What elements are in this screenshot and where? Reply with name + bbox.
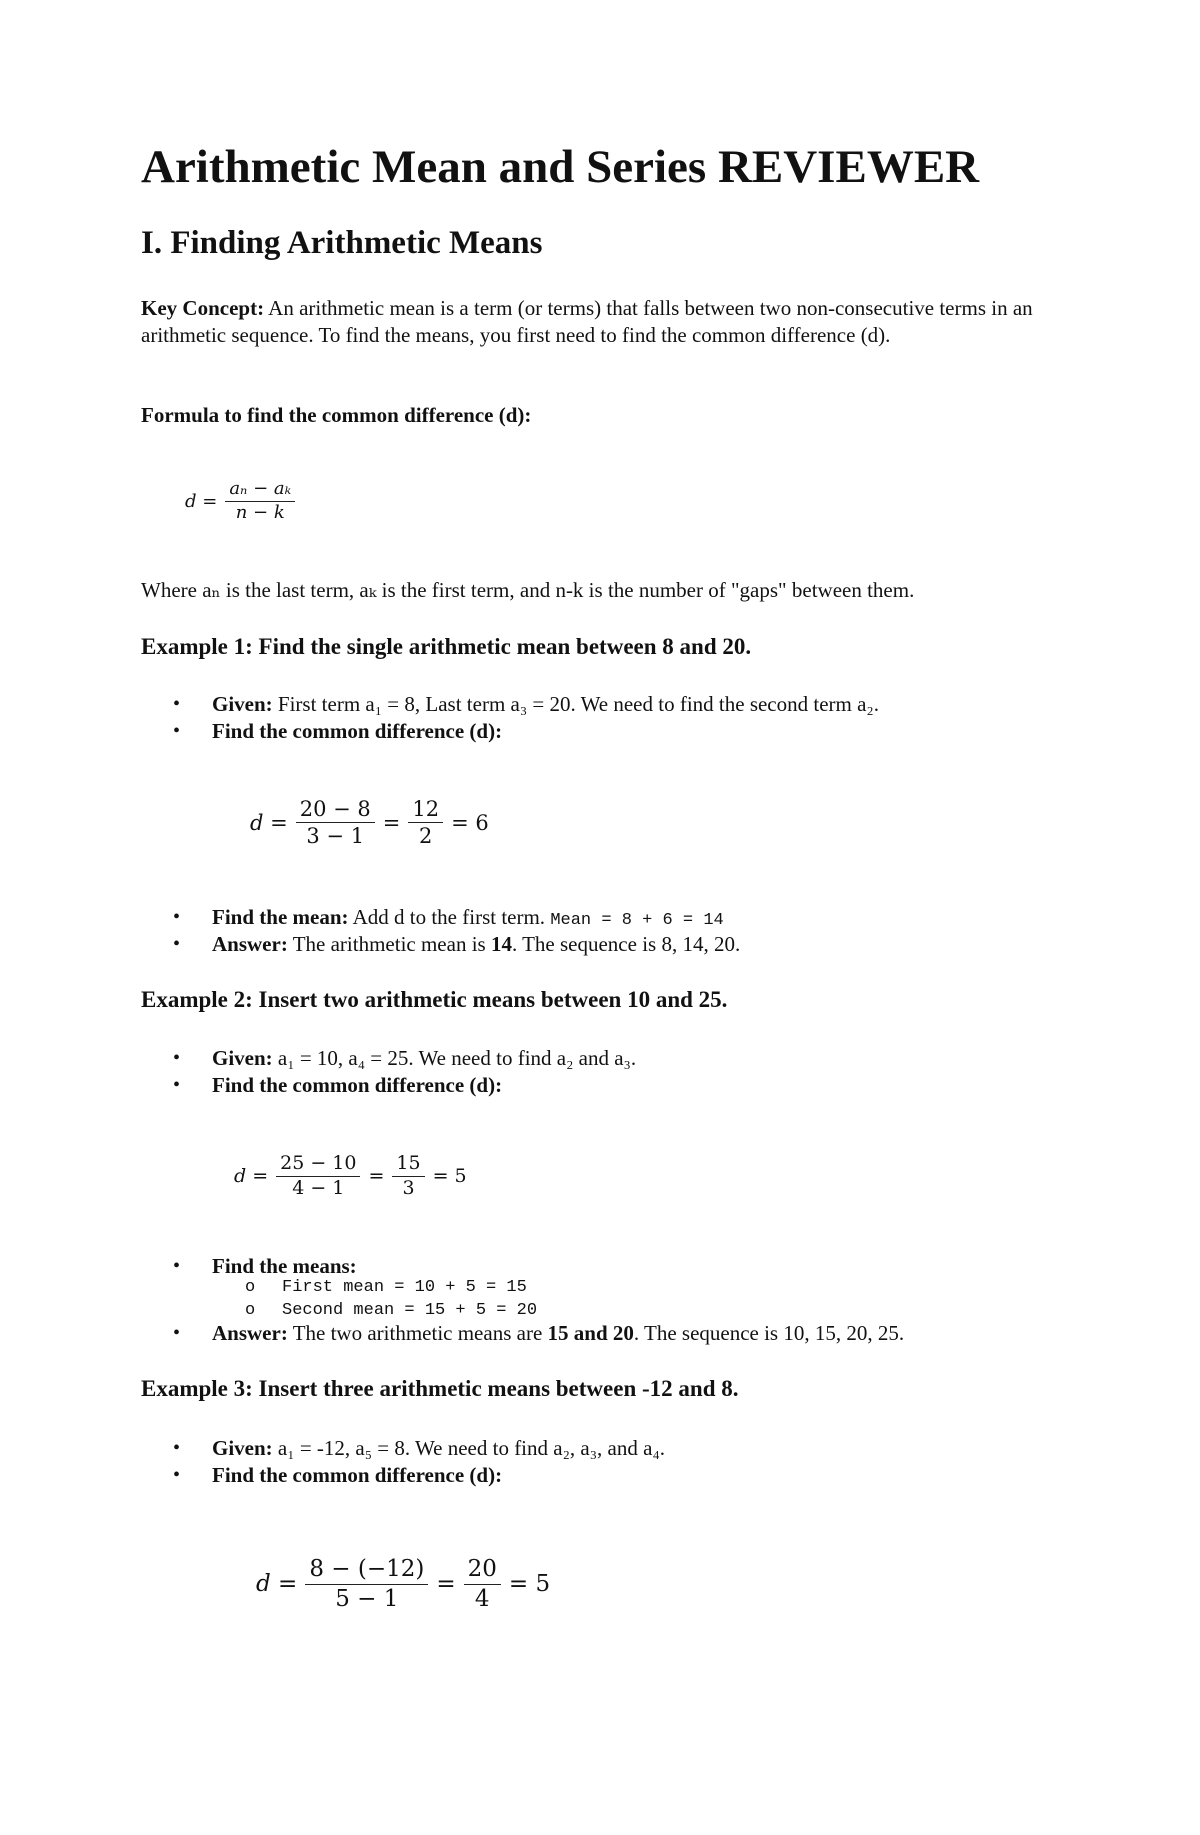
given-label: Given:: [212, 1436, 273, 1460]
bullet-icon: •: [173, 1255, 181, 1277]
bullet-icon: •: [173, 906, 181, 928]
example-3-find-d: [212, 1463, 502, 1488]
example-1-find-d: [212, 719, 502, 744]
example-2-find-d: [212, 1073, 502, 1098]
bullet-icon: •: [173, 1074, 181, 1096]
eq-result: = 5: [508, 1571, 551, 1598]
eq-numerator-2: 20: [464, 1555, 501, 1585]
example-2-heading: Example 2: Insert two arithmetic means between 10 and 25.: [141, 987, 728, 1012]
example-3-heading: Example 3: Insert three arithmetic means between -12 and 8.: [141, 1376, 739, 1401]
eq-fraction-2: [392, 1152, 424, 1201]
eq-denominator-2: 3: [402, 1176, 415, 1199]
given-text: a₁ = 10, a₄ = 25. We need to find a₂ and a₃.: [272, 1046, 637, 1070]
find-d-label: Find the common difference (d):: [212, 1463, 503, 1487]
mean-text: Add d to the first term.: [348, 905, 551, 929]
eq-lhs: d =: [256, 1571, 298, 1598]
formula-denominator: n − k: [235, 501, 285, 523]
example-2-find-means: [212, 1254, 357, 1279]
key-concept-text: An arithmetic mean is a term (or terms) that falls between two non-consecutive terms in an arithmetic sequence. To find the means, you first need to find the common difference (d).: [141, 296, 1033, 347]
example-1-heading: Example 1: Find the single arithmetic mean between 8 and 20.: [141, 634, 752, 659]
eq-numerator-1: 8 − (−12): [305, 1555, 428, 1585]
eq-numerator-2: 12: [408, 796, 443, 823]
find-d-label: Find the common difference (d):: [212, 1073, 503, 1097]
example-3-given: [212, 1436, 665, 1461]
eq-numerator-1: 20 − 8: [296, 796, 375, 823]
eq-denominator-1: 3 − 1: [306, 824, 365, 849]
example-1-given: [212, 692, 879, 717]
key-concept-paragraph: [141, 295, 1061, 349]
formula-lhs: d =: [185, 490, 218, 512]
general-formula: [185, 478, 303, 524]
eq-denominator-1: 4 − 1: [292, 1176, 345, 1199]
answer-value: 15 and 20: [547, 1321, 634, 1345]
means-label: Find the means:: [212, 1254, 357, 1278]
given-text: a₁ = -12, a₅ = 8. We need to find a₂, a₃, and a₄.: [272, 1436, 666, 1460]
eq-numerator-1: 25 − 10: [276, 1152, 360, 1177]
eq-denominator-2: 4: [474, 1585, 490, 1612]
eq-fraction-1: [296, 796, 375, 850]
eq-denominator-1: 5 − 1: [335, 1585, 399, 1612]
eq-denominator-2: 2: [419, 824, 433, 849]
bullet-icon: •: [173, 720, 181, 742]
answer-tail: . The sequence is 8, 14, 20.: [511, 932, 741, 956]
second-mean-code: Second mean = 15 + 5 = 20: [282, 1301, 538, 1320]
first-mean-code: First mean = 10 + 5 = 15: [282, 1278, 527, 1297]
given-label: Given:: [212, 1046, 273, 1070]
eq-equals: =: [436, 1571, 456, 1598]
answer-label: Answer:: [212, 932, 288, 956]
example-1-equation: [250, 796, 489, 850]
answer-value: 14: [490, 932, 512, 956]
sub-bullet-icon: o: [245, 1278, 256, 1297]
answer-text: The two arithmetic means are: [287, 1321, 548, 1345]
eq-equals: =: [368, 1165, 385, 1188]
bullet-icon: •: [173, 933, 181, 955]
eq-fraction-2: [408, 796, 443, 850]
eq-result: = 5: [432, 1165, 467, 1188]
key-concept-label: Key Concept:: [141, 296, 265, 320]
bullet-icon: •: [173, 693, 181, 715]
eq-numerator-2: 15: [392, 1152, 424, 1177]
eq-equals: =: [382, 810, 401, 835]
mean-label: Find the mean:: [212, 905, 349, 929]
eq-fraction-1: [305, 1555, 428, 1614]
eq-result: = 6: [451, 810, 489, 835]
document-title: Arithmetic Mean and Series REVIEWER: [141, 141, 980, 193]
example-2-answer: [212, 1321, 904, 1346]
bullet-icon: •: [173, 1322, 181, 1344]
eq-fraction-1: [276, 1152, 360, 1201]
section-heading: I. Finding Arithmetic Means: [141, 225, 543, 261]
example-2-equation: [234, 1152, 467, 1201]
given-label: Given:: [212, 692, 273, 716]
mean-code: Mean = 8 + 6 = 14: [550, 911, 724, 930]
formula-fraction: [225, 478, 295, 524]
formula-numerator: aₙ − aₖ: [225, 478, 295, 502]
given-text: First term a₁ = 8, Last term a₃ = 20. We need to find the second term a₂.: [272, 692, 880, 716]
example-3-equation: [256, 1555, 550, 1614]
formula-explanation: Where aₙ is the last term, aₖ is the first term, and n-k is the number of "gaps" between them.: [141, 578, 915, 602]
bullet-icon: •: [173, 1047, 181, 1069]
answer-text: The arithmetic mean is: [287, 932, 491, 956]
example-1-answer: [212, 932, 740, 957]
eq-lhs: d =: [250, 810, 288, 835]
answer-tail: . The sequence is 10, 15, 20, 25.: [633, 1321, 905, 1345]
bullet-icon: •: [173, 1464, 181, 1486]
eq-fraction-2: [464, 1555, 501, 1614]
find-d-label: Find the common difference (d):: [212, 719, 503, 743]
bullet-icon: •: [173, 1437, 181, 1459]
eq-lhs: d =: [234, 1165, 269, 1188]
formula-heading: Formula to find the common difference (d):: [141, 403, 532, 427]
answer-label: Answer:: [212, 1321, 288, 1345]
example-2-given: [212, 1046, 636, 1071]
sub-bullet-icon: o: [245, 1301, 256, 1320]
example-1-find-mean: [212, 905, 724, 930]
